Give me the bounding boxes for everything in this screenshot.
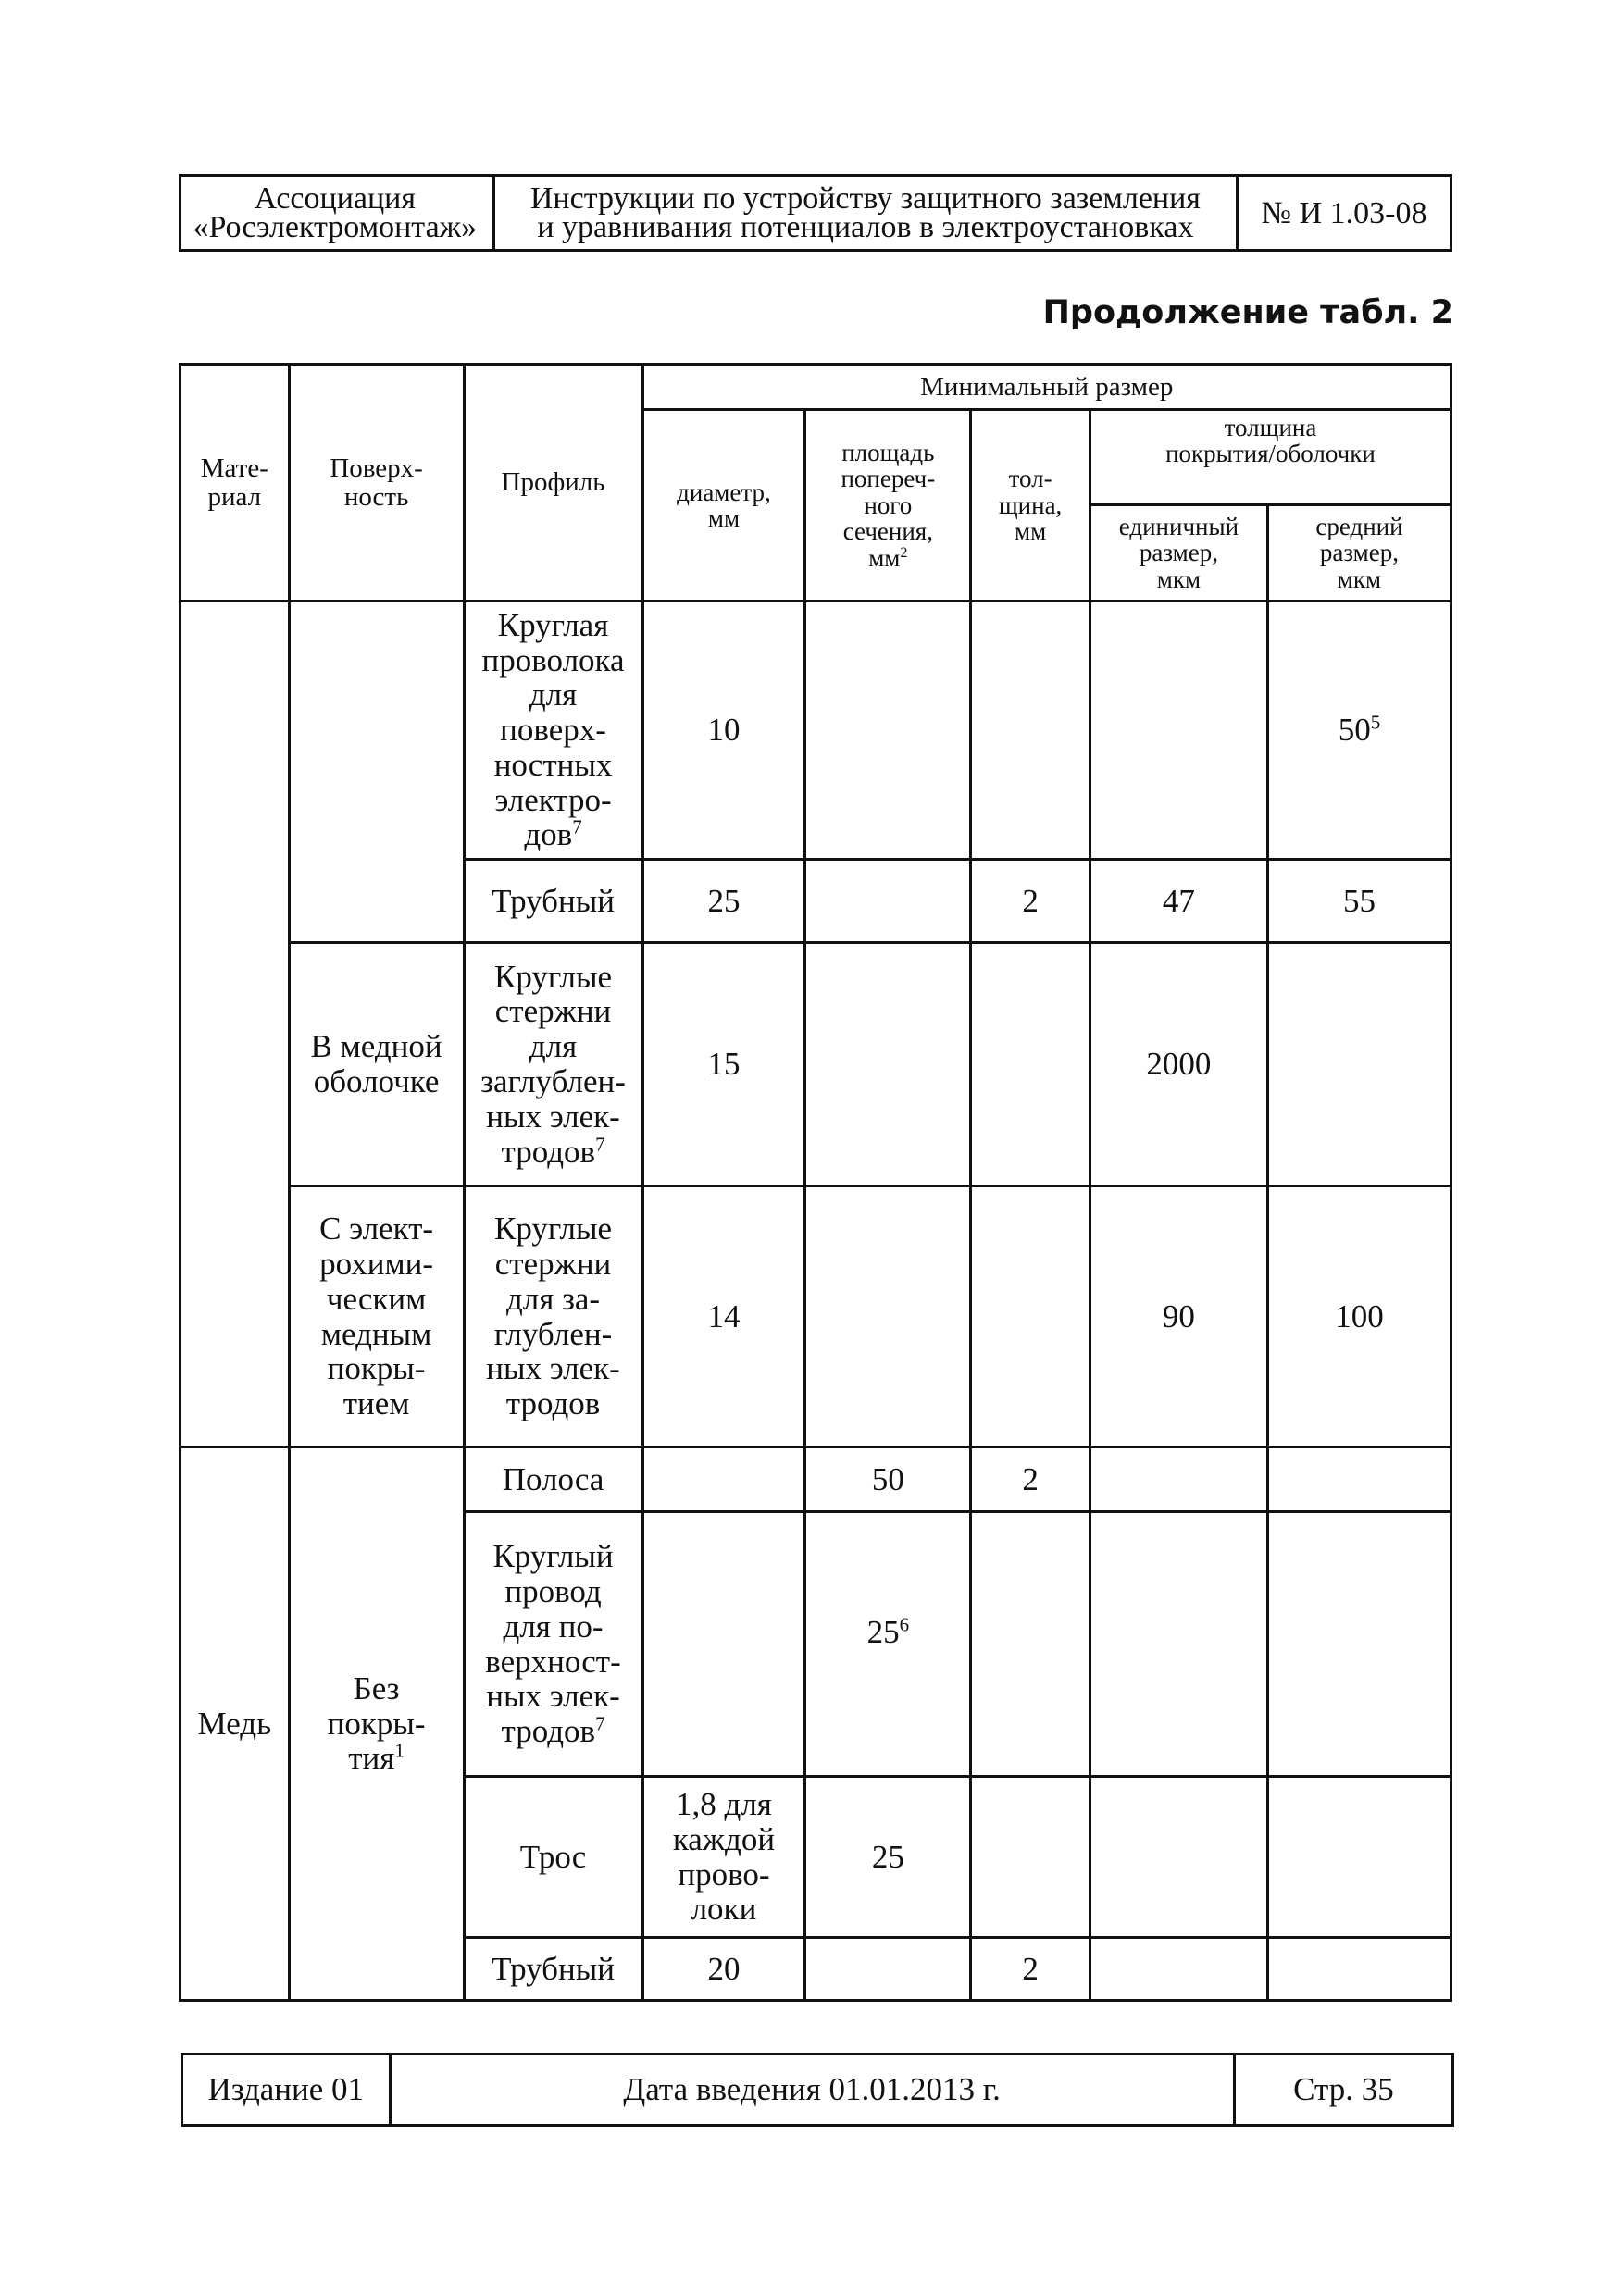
cell-thickness <box>971 1186 1090 1447</box>
superscript: 6 <box>899 1613 910 1636</box>
cell-thickness <box>971 602 1090 860</box>
page-number: Стр. 35 <box>1234 2054 1452 2126</box>
document-footer <box>181 2053 1454 2127</box>
cell-surface: С элект- рохими- ческим медным покры- тием <box>289 1186 464 1447</box>
cell-average <box>1267 1777 1451 1938</box>
superscript: 7 <box>595 1132 605 1155</box>
cell-diameter: 14 <box>642 1186 805 1447</box>
cell-single <box>1090 602 1267 860</box>
cell-single: 2000 <box>1090 943 1267 1186</box>
header-material: Мате- риал <box>181 365 290 602</box>
cell-area <box>805 860 971 943</box>
cell-thickness: 2 <box>971 1447 1090 1512</box>
document-header <box>179 174 1452 252</box>
header-coating: толщина покрытия/оболочки <box>1090 410 1451 505</box>
cell-single <box>1090 1447 1267 1512</box>
cell-single: 90 <box>1090 1186 1267 1447</box>
organization-name-line2: «Росэлектромонтаж» <box>193 210 478 244</box>
document-title: Инструкции по устройству защитного заземления <box>529 181 1201 216</box>
header-area: площадь попереч- ного сечения, $мм^2$ <box>805 410 971 602</box>
header-diameter: диаметр, мм <box>642 410 805 602</box>
header-average-size: средний размер, мкм <box>1267 505 1451 602</box>
cell-average: 55 <box>1267 860 1451 943</box>
table-row <box>181 602 1451 860</box>
superscript: 7 <box>572 815 582 838</box>
effective-date: Дата введения 01.01.2013 г. <box>390 2054 1234 2126</box>
cell-profile: Трос <box>464 1777 642 1938</box>
cell-area <box>805 1186 971 1447</box>
cell-thickness: 2 <box>971 1938 1090 2001</box>
superscript: 2 <box>900 543 908 561</box>
edition-label: Издание 01 <box>182 2054 391 2126</box>
cell-profile: Трубный <box>464 1938 642 2001</box>
organization-name: Ассоциация <box>254 181 417 216</box>
superscript: 5 <box>1370 711 1381 734</box>
header-min-size: Минимальный размер <box>642 365 1451 410</box>
cell-profile: Полоса <box>464 1447 642 1512</box>
organization-cell <box>181 176 494 251</box>
cell-area: 25 <box>805 1777 971 1938</box>
cell-diameter <box>642 1512 805 1777</box>
cell-thickness <box>971 1512 1090 1777</box>
cell-profile: Круглые стержни для заглублен- ных элек- тродов$^7$ <box>464 943 642 1186</box>
cell-profile: Круглые стержни для за- глублен- ных элек- тродов <box>464 1186 642 1447</box>
cell-thickness: 2 <box>971 860 1090 943</box>
cell-area: $25^6$ <box>805 1512 971 1777</box>
table-row <box>181 1447 1451 1512</box>
header-profile: Профиль <box>464 365 642 602</box>
cell-single <box>1090 1777 1267 1938</box>
cell-diameter: 25 <box>642 860 805 943</box>
document-title-cell <box>493 176 1238 251</box>
cell-thickness <box>971 943 1090 1186</box>
cell-average <box>1267 1938 1451 2001</box>
cell-area <box>805 943 971 1186</box>
data-table <box>179 363 1452 2002</box>
cell-area <box>805 602 971 860</box>
superscript: 1 <box>394 1739 405 1762</box>
cell-average <box>1267 943 1451 1186</box>
cell-single <box>1090 1938 1267 2001</box>
cell-profile: Трубный <box>464 860 642 943</box>
cell-material-empty <box>181 602 290 1447</box>
header-thickness: тол- щина, мм <box>971 410 1090 602</box>
cell-average: $50^5$ <box>1267 602 1451 860</box>
cell-average: 100 <box>1267 1186 1451 1447</box>
cell-single <box>1090 1512 1267 1777</box>
section-title: Продолжение табл. 2 <box>1042 294 1453 331</box>
superscript: 7 <box>595 1712 605 1735</box>
cell-diameter: 15 <box>642 943 805 1186</box>
header-single-size: единичный размер, мкм <box>1090 505 1267 602</box>
document-title-line2: и уравнивания потенциалов в электроустановках <box>537 210 1194 244</box>
cell-single: 47 <box>1090 860 1267 943</box>
header-surface: Поверх- ность <box>289 365 464 602</box>
document-number: № И 1.03-08 <box>1238 176 1451 251</box>
cell-area: 50 <box>805 1447 971 1512</box>
table-row <box>181 943 1451 1186</box>
cell-surface-empty <box>289 602 464 943</box>
cell-diameter <box>642 1447 805 1512</box>
cell-surface: Без покры- тия$^1$ <box>289 1447 464 2001</box>
cell-profile: Круглый провод для по- верхност- ных элек- тродов$^7$ <box>464 1512 642 1777</box>
cell-average <box>1267 1447 1451 1512</box>
cell-average <box>1267 1512 1451 1777</box>
cell-diameter: 10 <box>642 602 805 860</box>
cell-area <box>805 1938 971 2001</box>
table-row <box>181 1186 1451 1447</box>
cell-diameter: 20 <box>642 1938 805 2001</box>
cell-surface: В медной оболочке <box>289 943 464 1186</box>
cell-diameter: 1,8 для каждой прово- локи <box>642 1777 805 1938</box>
cell-material: Медь <box>181 1447 290 2001</box>
cell-profile: Круглая проволока для поверх- ностных электро- дов$^7$ <box>464 602 642 860</box>
cell-thickness <box>971 1777 1090 1938</box>
